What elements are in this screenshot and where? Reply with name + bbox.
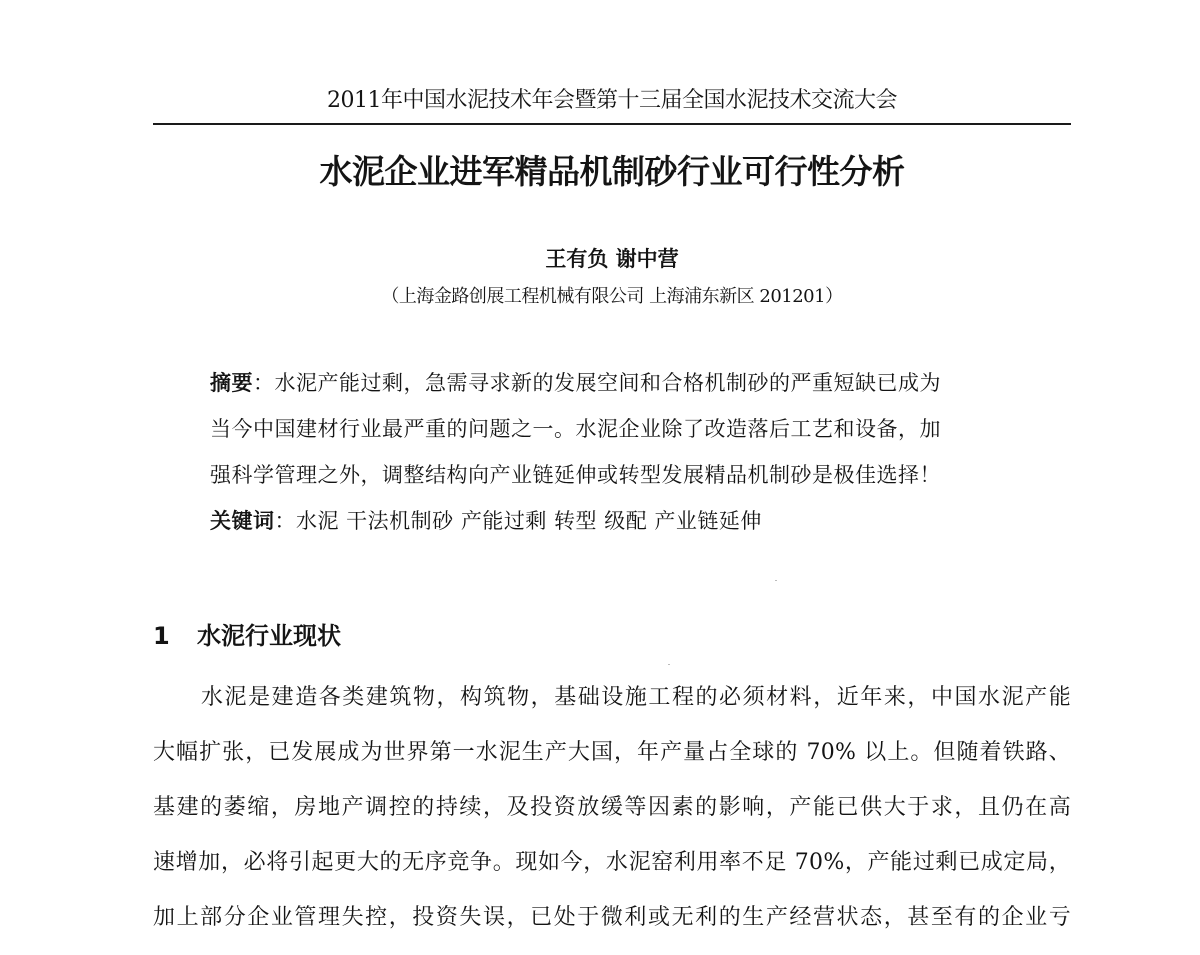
keywords-line bbox=[210, 506, 1030, 552]
section-heading bbox=[153, 620, 341, 652]
abstract-text: ：水泥产能过剩，急需寻求新的发展空间和合格机制砂的严重短缺已成为 bbox=[253, 371, 941, 395]
body-line: 水泥是建造各类建筑物，构筑物，基础设施工程的必须材料，近年来，中国水泥产能 bbox=[201, 685, 1071, 710]
abstract-line bbox=[210, 368, 1030, 414]
keywords-text: ：水泥 干法机制砂 产能过剩 转型 级配 产业链延伸 bbox=[274, 509, 762, 533]
authors: 王有负 谢中营 bbox=[545, 247, 679, 271]
body-line: 大幅扩张，已发展成为世界第一水泥生产大国，年产量占全球的 70% 以上。但随着铁路、 bbox=[153, 740, 1071, 765]
paper-title: 水泥企业进军精品机制砂行业可行性分析 bbox=[319, 152, 905, 191]
scan-speck bbox=[775, 580, 777, 581]
body-line: 基建的萎缩，房地产调控的持续，及投资放缓等因素的影响，产能已供大于求，且仍在高 bbox=[153, 795, 1071, 820]
running-header: 2011年中国水泥技术年会暨第十三届全国水泥技术交流大会 bbox=[327, 88, 897, 113]
body-text bbox=[153, 680, 1071, 955]
body-line: 加上部分企业管理失控，投资失误，已处于微利或无利的生产经营状态，甚至有的企业亏 bbox=[153, 905, 1071, 930]
section-number: 1 bbox=[153, 622, 170, 650]
abstract-text: 当今中国建材行业最严重的问题之一。水泥企业除了改造落后工艺和设备，加 bbox=[210, 417, 941, 441]
abstract bbox=[210, 368, 1030, 552]
keywords-label: 关键词 bbox=[210, 509, 275, 533]
section-title: 水泥行业现状 bbox=[197, 622, 341, 650]
abstract-label: 摘要 bbox=[210, 371, 253, 395]
abstract-line bbox=[210, 414, 1030, 460]
abstract-line bbox=[210, 460, 1030, 506]
header-rule bbox=[153, 123, 1071, 125]
body-line: 速增加，必将引起更大的无序竞争。现如今，水泥窑利用率不足 70%，产能过剩已成定局， bbox=[153, 850, 1071, 875]
abstract-text: 强科学管理之外，调整结构向产业链延伸或转型发展精品机制砂是极佳选择！ bbox=[210, 463, 941, 487]
scan-speck bbox=[668, 664, 670, 665]
affiliation: （上海金路创展工程机械有限公司 上海浦东新区 201201） bbox=[381, 286, 843, 307]
